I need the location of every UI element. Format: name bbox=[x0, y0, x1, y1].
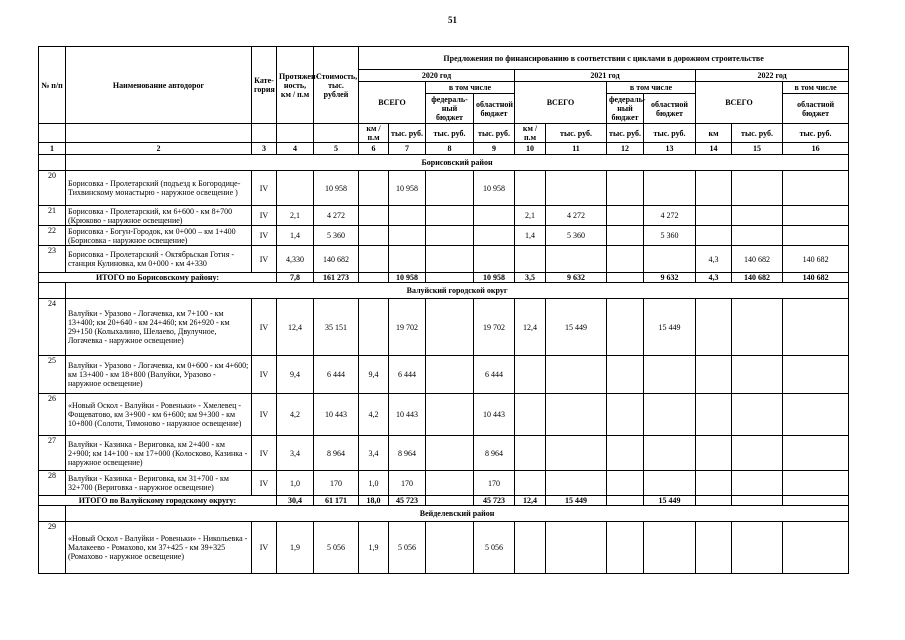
cell-y20-total bbox=[389, 206, 426, 226]
cell-y21-fed bbox=[607, 206, 644, 226]
cell-y21-fed bbox=[607, 246, 644, 273]
cell-y21-km bbox=[515, 356, 546, 394]
cell-cost: 140 682 bbox=[314, 246, 359, 273]
cell-cost: 8 964 bbox=[314, 436, 359, 471]
cell-y20-km bbox=[359, 246, 389, 273]
cell-cat: IV bbox=[252, 471, 277, 496]
unit-rub: тыс. руб. bbox=[607, 124, 644, 143]
total-row bbox=[39, 496, 849, 506]
table-row bbox=[39, 246, 849, 273]
col-num: 13 bbox=[644, 143, 696, 155]
header-regional-2021: областной бюджет bbox=[644, 94, 696, 124]
col-num: 2 bbox=[66, 143, 252, 155]
cell-y21-km: 1,4 bbox=[515, 226, 546, 246]
cell-y20-km: 1,9 bbox=[359, 522, 389, 574]
cell-y20-total: 10 958 bbox=[389, 171, 426, 206]
cell-y21-km: 2,1 bbox=[515, 206, 546, 226]
cell-name: Борисовка - Пролетарский, км 6+600 - км 8+700 (Крюково - наружное освещение) bbox=[66, 206, 252, 226]
cell-y20-total: 8 964 bbox=[389, 436, 426, 471]
cell-y21-total: 15 449 bbox=[546, 299, 607, 356]
cell-cat: IV bbox=[252, 246, 277, 273]
col-num: 14 bbox=[696, 143, 732, 155]
cell-cost: 6 444 bbox=[314, 356, 359, 394]
cell-len: 2,1 bbox=[277, 206, 314, 226]
table-row bbox=[39, 171, 849, 206]
cell-y21-total bbox=[546, 522, 607, 574]
cell-no: 28 bbox=[39, 471, 66, 496]
cell-name: «Новый Оскол - Валуйки - Ровеньки» - Хмелевец - Фощеватово, км 3+900 - км 6+600; км 9+300 - км 10+800 (Солоти, Тимоново - наружное освещение) bbox=[66, 394, 252, 436]
header-year-2021: 2021 год bbox=[515, 70, 696, 82]
cell-y20-total: 5 056 bbox=[389, 522, 426, 574]
header-blank bbox=[277, 124, 314, 143]
cell-y21-total bbox=[546, 356, 607, 394]
cell-cost: 10 958 bbox=[314, 171, 359, 206]
cell-y22-total bbox=[732, 471, 783, 496]
cell-cost: 10 443 bbox=[314, 394, 359, 436]
cell-y20-reg: 19 702 bbox=[474, 299, 515, 356]
cell-y20-reg bbox=[474, 246, 515, 273]
cell-y22-reg bbox=[783, 206, 849, 226]
total-y21-km: 12,4 bbox=[515, 496, 546, 506]
cell-y21-total bbox=[546, 471, 607, 496]
cell-y20-total bbox=[389, 226, 426, 246]
cell-y22-reg bbox=[783, 299, 849, 356]
cell-cost: 4 272 bbox=[314, 206, 359, 226]
cell-y20-km: 4,2 bbox=[359, 394, 389, 436]
cell-len: 1,0 bbox=[277, 471, 314, 496]
total-y20-fed bbox=[426, 273, 474, 283]
cell-y22-reg bbox=[783, 522, 849, 574]
cell-y22-reg bbox=[783, 226, 849, 246]
total-row bbox=[39, 273, 849, 283]
cell-name: Валуйки - Уразово - Логачевка, км 0+600 - км 4+600; км 13+400 - км 18+800 (Валуйки, Уразово - наружное освещение) bbox=[66, 356, 252, 394]
cell-cat: IV bbox=[252, 171, 277, 206]
cell-len: 12,4 bbox=[277, 299, 314, 356]
header-federal-2020: федераль-ный бюджет bbox=[426, 94, 474, 124]
cell-y20-fed bbox=[426, 226, 474, 246]
cell-y20-total: 10 443 bbox=[389, 394, 426, 436]
cell-y21-fed bbox=[607, 226, 644, 246]
total-y20-reg: 45 723 bbox=[474, 496, 515, 506]
cell-y21-reg bbox=[644, 471, 696, 496]
cell-y21-reg bbox=[644, 436, 696, 471]
cell-no: 25 bbox=[39, 356, 66, 394]
header-including-2022: в том числе bbox=[783, 82, 849, 94]
total-y20-km: 18,0 bbox=[359, 496, 389, 506]
total-label: ИТОГО по Валуйскому городскому округу: bbox=[39, 496, 277, 506]
unit-rub: тыс. руб. bbox=[546, 124, 607, 143]
cell-len: 9,4 bbox=[277, 356, 314, 394]
cell-y22-total bbox=[732, 436, 783, 471]
cell-y20-fed bbox=[426, 299, 474, 356]
total-cost: 61 171 bbox=[314, 496, 359, 506]
cell-y22-reg bbox=[783, 394, 849, 436]
col-num: 5 bbox=[314, 143, 359, 155]
page-number: 51 bbox=[448, 15, 457, 25]
cell-y20-km: 3,4 bbox=[359, 436, 389, 471]
table-row bbox=[39, 226, 849, 246]
cell-y20-reg bbox=[474, 206, 515, 226]
cell-y20-fed bbox=[426, 206, 474, 226]
section-title: Борисовский район bbox=[66, 155, 849, 171]
total-y20-reg: 10 958 bbox=[474, 273, 515, 283]
roads-financing-table bbox=[38, 46, 849, 574]
cell-y21-reg bbox=[644, 522, 696, 574]
cell-y22-reg: 140 682 bbox=[783, 246, 849, 273]
col-num: 6 bbox=[359, 143, 389, 155]
cell-y20-reg: 6 444 bbox=[474, 356, 515, 394]
cell-cost: 170 bbox=[314, 471, 359, 496]
cell-y20-reg: 8 964 bbox=[474, 436, 515, 471]
header-cost: Стоимость, тыс. рублей bbox=[314, 47, 359, 124]
table-row bbox=[39, 436, 849, 471]
cell-y21-total: 5 360 bbox=[546, 226, 607, 246]
cell-y20-reg bbox=[474, 226, 515, 246]
cell-y22-km bbox=[696, 356, 732, 394]
cell-y21-reg bbox=[644, 171, 696, 206]
cell-y22-total bbox=[732, 226, 783, 246]
cell-y21-fed bbox=[607, 394, 644, 436]
header-including-2020: в том числе bbox=[426, 82, 515, 94]
cell-cost: 5 360 bbox=[314, 226, 359, 246]
cell-cat: IV bbox=[252, 436, 277, 471]
header-name: Наименование автодорог bbox=[66, 47, 252, 124]
cell-y22-total bbox=[732, 299, 783, 356]
cell-y20-km bbox=[359, 206, 389, 226]
col-num: 3 bbox=[252, 143, 277, 155]
header-year-2020: 2020 год bbox=[359, 70, 515, 82]
cell-name: «Новый Оскол - Валуйки - Ровеньки» - Никольевка - Малакеево - Ромахово, км 37+425 - км 39+325 (Ромахово - наружное освещение) bbox=[66, 522, 252, 574]
cell-y21-total bbox=[546, 246, 607, 273]
cell-name: Валуйки - Уразово - Логачевка, км 7+100 - км 13+400; км 20+640 - км 24+460; км 26+920 - км 29+150 (Колыхалино, Шелаево, Двулучное, Логачевка - наружное освещение) bbox=[66, 299, 252, 356]
cell-y20-total: 170 bbox=[389, 471, 426, 496]
cell-no: 29 bbox=[39, 522, 66, 574]
unit-rub: тыс. руб. bbox=[732, 124, 783, 143]
cell-y20-total: 19 702 bbox=[389, 299, 426, 356]
cell-y21-km bbox=[515, 522, 546, 574]
cell-len: 1,9 bbox=[277, 522, 314, 574]
unit-rub: тыс. руб. bbox=[474, 124, 515, 143]
total-y20-total: 45 723 bbox=[389, 496, 426, 506]
header-blank bbox=[314, 124, 359, 143]
cell-y21-km bbox=[515, 471, 546, 496]
cell-y20-fed bbox=[426, 471, 474, 496]
col-num: 11 bbox=[546, 143, 607, 155]
table-row bbox=[39, 471, 849, 496]
cell-y22-km bbox=[696, 206, 732, 226]
cell-y22-km bbox=[696, 299, 732, 356]
section-title: Валуйский городской округ bbox=[66, 283, 849, 299]
section-title: Вейделевский район bbox=[66, 506, 849, 522]
header-blank bbox=[39, 124, 66, 143]
total-y22-km bbox=[696, 496, 732, 506]
section-row bbox=[39, 283, 849, 299]
col-num: 9 bbox=[474, 143, 515, 155]
cell-no: 24 bbox=[39, 299, 66, 356]
total-y22-reg: 140 682 bbox=[783, 273, 849, 283]
cell-y22-reg bbox=[783, 436, 849, 471]
cell-y21-total bbox=[546, 436, 607, 471]
cell-y21-fed bbox=[607, 436, 644, 471]
cell-y20-total: 6 444 bbox=[389, 356, 426, 394]
total-y22-total: 140 682 bbox=[732, 273, 783, 283]
cell-y20-reg: 5 056 bbox=[474, 522, 515, 574]
total-y21-km: 3,5 bbox=[515, 273, 546, 283]
cell-y20-fed bbox=[426, 356, 474, 394]
cell-y21-km bbox=[515, 171, 546, 206]
total-y21-total: 9 632 bbox=[546, 273, 607, 283]
header-regional-2022: областной бюджет bbox=[783, 94, 849, 124]
header-blank bbox=[252, 124, 277, 143]
cell-y22-total bbox=[732, 394, 783, 436]
section-blank bbox=[39, 283, 66, 299]
cell-y21-reg: 15 449 bbox=[644, 299, 696, 356]
cell-name: Борисовка - Богун-Городок, км 0+000 – км 1+400 (Борисовка - наружное освещение) bbox=[66, 226, 252, 246]
cell-no: 22 bbox=[39, 226, 66, 246]
cell-y22-reg bbox=[783, 171, 849, 206]
cell-y20-fed bbox=[426, 522, 474, 574]
total-y22-km: 4,3 bbox=[696, 273, 732, 283]
cell-cat: IV bbox=[252, 206, 277, 226]
cell-y21-km: 12,4 bbox=[515, 299, 546, 356]
table-row bbox=[39, 206, 849, 226]
cell-y22-km bbox=[696, 522, 732, 574]
cell-y20-fed bbox=[426, 246, 474, 273]
table-row bbox=[39, 394, 849, 436]
total-y21-reg: 15 449 bbox=[644, 496, 696, 506]
header-length: Протяжен-ность, км / п.м bbox=[277, 47, 314, 124]
cell-y21-km bbox=[515, 436, 546, 471]
cell-y22-km: 4,3 bbox=[696, 246, 732, 273]
cell-cost: 35 151 bbox=[314, 299, 359, 356]
cell-y20-km: 9,4 bbox=[359, 356, 389, 394]
section-blank bbox=[39, 506, 66, 522]
header-regional-2020: областной бюджет bbox=[474, 94, 515, 124]
cell-y21-fed bbox=[607, 299, 644, 356]
section-blank bbox=[39, 155, 66, 171]
cell-y20-reg: 10 443 bbox=[474, 394, 515, 436]
total-label: ИТОГО по Борисовскому району: bbox=[39, 273, 277, 283]
cell-len: 3,4 bbox=[277, 436, 314, 471]
cell-y20-total bbox=[389, 246, 426, 273]
table-body bbox=[39, 155, 849, 574]
table-row bbox=[39, 356, 849, 394]
col-num: 12 bbox=[607, 143, 644, 155]
unit-rub: тыс. руб. bbox=[389, 124, 426, 143]
total-y20-fed bbox=[426, 496, 474, 506]
cell-cat: IV bbox=[252, 356, 277, 394]
cell-len: 4,2 bbox=[277, 394, 314, 436]
col-num: 1 bbox=[39, 143, 66, 155]
total-y20-total: 10 958 bbox=[389, 273, 426, 283]
cell-no: 26 bbox=[39, 394, 66, 436]
cell-y20-km bbox=[359, 226, 389, 246]
total-cost: 161 273 bbox=[314, 273, 359, 283]
cell-y22-km bbox=[696, 394, 732, 436]
header-total-2022: ВСЕГО bbox=[696, 82, 783, 124]
cell-y20-fed bbox=[426, 394, 474, 436]
header-including-2021: в том числе bbox=[607, 82, 696, 94]
cell-cat: IV bbox=[252, 226, 277, 246]
total-y22-total bbox=[732, 496, 783, 506]
header-total-2020: ВСЕГО bbox=[359, 82, 426, 124]
cell-cat: IV bbox=[252, 394, 277, 436]
cell-y20-km bbox=[359, 299, 389, 356]
cell-cat: IV bbox=[252, 522, 277, 574]
unit-rub: тыс. руб. bbox=[426, 124, 474, 143]
col-num: 15 bbox=[732, 143, 783, 155]
cell-y22-total bbox=[732, 522, 783, 574]
cell-y22-reg bbox=[783, 356, 849, 394]
cell-y22-total bbox=[732, 206, 783, 226]
unit-km: км bbox=[696, 124, 732, 143]
cell-y21-fed bbox=[607, 171, 644, 206]
col-num: 7 bbox=[389, 143, 426, 155]
col-num: 8 bbox=[426, 143, 474, 155]
cell-y20-reg: 170 bbox=[474, 471, 515, 496]
total-y20-km bbox=[359, 273, 389, 283]
total-y22-reg bbox=[783, 496, 849, 506]
total-y21-fed bbox=[607, 496, 644, 506]
col-num: 10 bbox=[515, 143, 546, 155]
cell-cost: 5 056 bbox=[314, 522, 359, 574]
cell-y21-reg: 4 272 bbox=[644, 206, 696, 226]
cell-y21-reg bbox=[644, 356, 696, 394]
section-row bbox=[39, 506, 849, 522]
cell-y22-km bbox=[696, 436, 732, 471]
cell-y21-fed bbox=[607, 356, 644, 394]
table-header bbox=[39, 47, 849, 155]
cell-y21-fed bbox=[607, 471, 644, 496]
cell-no: 27 bbox=[39, 436, 66, 471]
cell-len bbox=[277, 171, 314, 206]
cell-name: Валуйки - Казинка - Вериговка, км 31+700 - км 32+700 (Вериговка - наружное освещение) bbox=[66, 471, 252, 496]
cell-y22-km bbox=[696, 471, 732, 496]
unit-km-pm: км / п.м bbox=[515, 124, 546, 143]
total-len: 30,4 bbox=[277, 496, 314, 506]
cell-y22-total bbox=[732, 171, 783, 206]
cell-y22-reg bbox=[783, 471, 849, 496]
header-federal-2021: федераль-ный бюджет bbox=[607, 94, 644, 124]
cell-y22-km bbox=[696, 226, 732, 246]
cell-y21-reg bbox=[644, 394, 696, 436]
header-total-2021: ВСЕГО bbox=[515, 82, 607, 124]
cell-no: 23 bbox=[39, 246, 66, 273]
cell-no: 21 bbox=[39, 206, 66, 226]
cell-y21-fed bbox=[607, 522, 644, 574]
col-num: 4 bbox=[277, 143, 314, 155]
header-category: Кате-гория bbox=[252, 47, 277, 124]
unit-rub: тыс. руб. bbox=[644, 124, 696, 143]
cell-y22-total bbox=[732, 356, 783, 394]
cell-cat: IV bbox=[252, 299, 277, 356]
cell-y20-reg: 10 958 bbox=[474, 171, 515, 206]
cell-y20-fed bbox=[426, 171, 474, 206]
header-year-2022: 2022 год bbox=[696, 70, 849, 82]
total-y21-reg: 9 632 bbox=[644, 273, 696, 283]
cell-len: 4,330 bbox=[277, 246, 314, 273]
total-y21-total: 15 449 bbox=[546, 496, 607, 506]
cell-y21-total bbox=[546, 171, 607, 206]
cell-y21-km bbox=[515, 394, 546, 436]
cell-y20-km: 1,0 bbox=[359, 471, 389, 496]
header-blank bbox=[66, 124, 252, 143]
cell-y22-total: 140 682 bbox=[732, 246, 783, 273]
col-num: 16 bbox=[783, 143, 849, 155]
cell-y21-reg bbox=[644, 246, 696, 273]
cell-y20-km bbox=[359, 171, 389, 206]
unit-km-pm: км / п.м bbox=[359, 124, 389, 143]
total-len: 7,8 bbox=[277, 273, 314, 283]
cell-y21-reg: 5 360 bbox=[644, 226, 696, 246]
cell-name: Борисовка - Пролетарский (подъезд к Богородице-Тихвинскому монастырю - наружное освещение ) bbox=[66, 171, 252, 206]
cell-no: 20 bbox=[39, 171, 66, 206]
table-row bbox=[39, 299, 849, 356]
cell-name: Валуйки - Казинка - Вериговка, км 2+400 - км 2+900; км 14+100 - км 17+000 (Колосково, Казинка - наружное освещение) bbox=[66, 436, 252, 471]
cell-y21-km bbox=[515, 246, 546, 273]
unit-rub: тыс. руб. bbox=[783, 124, 849, 143]
cell-len: 1,4 bbox=[277, 226, 314, 246]
section-row bbox=[39, 155, 849, 171]
header-no: № п/п bbox=[39, 47, 66, 124]
cell-y20-fed bbox=[426, 436, 474, 471]
header-proposals: Предложения по финансированию в соответствии с циклами в дорожном строительстве bbox=[359, 47, 849, 70]
cell-y21-total bbox=[546, 394, 607, 436]
column-number-row bbox=[39, 143, 849, 155]
cell-name: Борисовка - Пролетарский - Октябрьская Готня - станция Кулиновка, км 0+000 - км 4+330 bbox=[66, 246, 252, 273]
cell-y22-km bbox=[696, 171, 732, 206]
table-row bbox=[39, 522, 849, 574]
cell-y21-total: 4 272 bbox=[546, 206, 607, 226]
total-y21-fed bbox=[607, 273, 644, 283]
